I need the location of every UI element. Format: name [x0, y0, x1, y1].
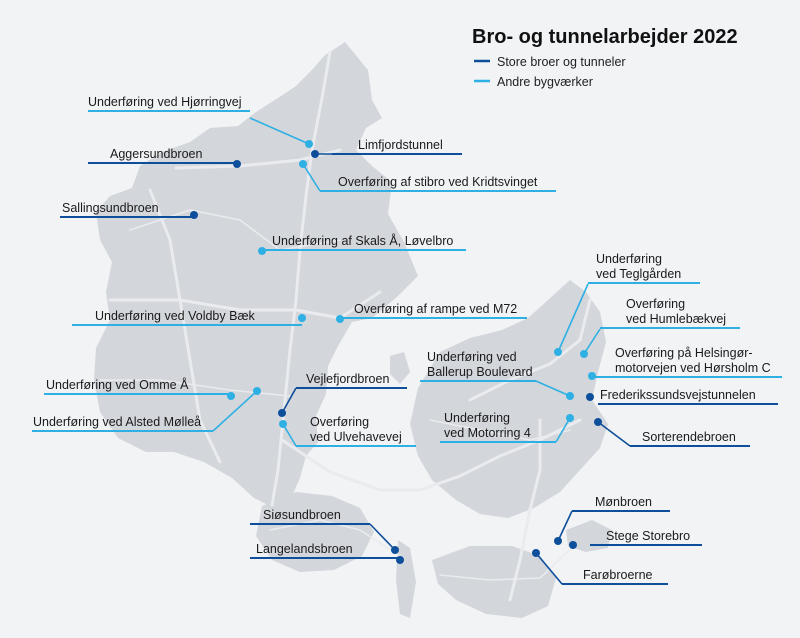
site-label: Overføring ved Humlebækvej — [626, 297, 727, 326]
site-label: Farøbroerne — [583, 568, 653, 582]
site-label: Overføring af stibro ved Kridtsvinget — [338, 175, 538, 189]
site-marker — [311, 150, 319, 158]
lolland-falster — [432, 546, 556, 618]
site-marker — [336, 315, 344, 323]
site-marker — [580, 350, 588, 358]
site-label: Vejlefjordbroen — [306, 372, 390, 386]
legend — [474, 55, 626, 89]
site-marker — [554, 348, 562, 356]
site-label: Limfjordstunnel — [358, 138, 443, 152]
site-marker — [278, 409, 286, 417]
site-label: Frederikssundsvejstunnelen — [600, 388, 756, 402]
funen-island — [256, 492, 374, 572]
site-marker — [298, 314, 306, 322]
samsoe-island — [390, 352, 410, 384]
site-leader — [370, 524, 395, 550]
site-marker — [586, 393, 594, 401]
site-label: Underføring ved Hjørringvej — [88, 95, 242, 109]
site-label: Underføring ved Ballerup Boulevard — [427, 350, 533, 379]
site-marker — [532, 549, 540, 557]
site-16 — [586, 388, 778, 404]
site-marker — [594, 418, 602, 426]
site-label: Stege Storebro — [606, 529, 691, 543]
site-label: Sallingsundbroen — [62, 201, 159, 215]
site-label: Overføring af rampe ved M72 — [354, 302, 518, 316]
site-label: Langelandsbroen — [256, 542, 353, 556]
site-label: Underføring af Skals Å, Løvelbro — [272, 234, 454, 248]
site-marker — [227, 392, 235, 400]
site-label: Overføring ved Ulvehavevej — [310, 415, 402, 444]
site-label: Mønbroen — [595, 495, 652, 509]
site-label: Overføring på Helsingør-motorvejen ved Hørsholm C — [615, 346, 771, 375]
langeland-island — [396, 540, 416, 618]
site-marker — [391, 546, 399, 554]
site-18 — [594, 418, 750, 446]
site-marker — [588, 372, 596, 380]
site-label: Underføring ved Omme Å — [46, 378, 189, 392]
site-label: Siøsundbroen — [263, 508, 341, 522]
site-marker — [190, 211, 198, 219]
site-marker — [566, 414, 574, 422]
land-areas — [94, 42, 612, 618]
site-marker — [233, 160, 241, 168]
site-marker — [396, 556, 404, 564]
site-marker — [253, 387, 261, 395]
legend-other-label: Andre bygværker — [497, 75, 593, 89]
site-marker — [569, 541, 577, 549]
site-label: Underføring ved Teglgården — [596, 252, 682, 281]
site-marker — [279, 420, 287, 428]
site-label: Sorterendebroen — [642, 430, 736, 444]
site-label: Underføring ved Alsted Mølleå — [33, 415, 202, 429]
site-7 — [336, 302, 527, 323]
site-label: Aggersundbroen — [110, 147, 203, 161]
site-15 — [588, 346, 782, 380]
site-label: Underføring ved Motorring 4 — [444, 411, 531, 440]
site-marker — [554, 537, 562, 545]
map-title: Bro- og tunnelarbejder 2022 — [472, 26, 738, 48]
legend-major-label: Store broer og tunneler — [497, 55, 626, 69]
site-marker — [566, 392, 574, 400]
site-marker — [305, 140, 313, 148]
site-label: Underføring ved Voldby Bæk — [95, 309, 255, 323]
site-marker — [258, 247, 266, 255]
site-marker — [299, 160, 307, 168]
